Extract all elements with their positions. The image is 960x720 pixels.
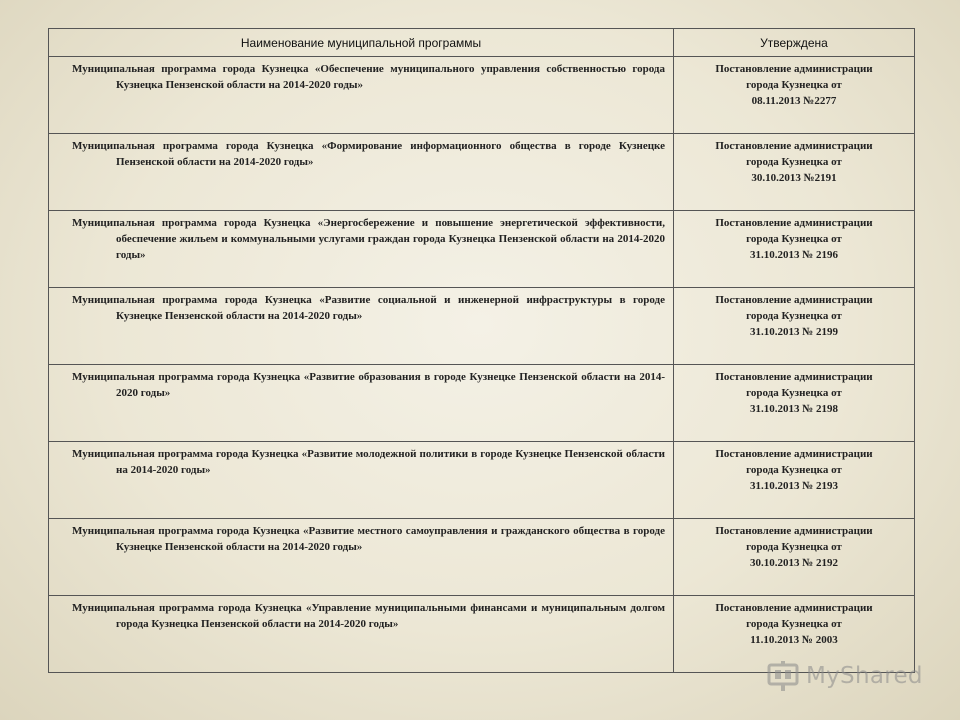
table-row (49, 134, 915, 211)
approved-cell (674, 288, 915, 365)
approval-date-number: 30.10.2013 № 2192 (749, 557, 839, 569)
approval-line: Постановление администрации (715, 448, 873, 460)
header-program-name: Наименование муниципальной программы (49, 29, 674, 57)
approval-date-number: 31.10.2013 № 2193 (749, 480, 839, 492)
table-row (49, 288, 915, 365)
program-name: Муниципальная программа города Кузнецка «Формирование информационного общества в городе Кузнецке Пензенской области на 2014-2020 годы» (72, 140, 665, 168)
approval-line: города Кузнецка от (746, 233, 842, 245)
program-cell (49, 365, 674, 442)
approval-date-number: 31.10.2013 № 2199 (749, 326, 839, 338)
program-name: Муниципальная программа города Кузнецка «Развитие социальной и инженерной инфраструктуры в городе Кузнецке Пензенской области на 2014-2020 годы» (72, 294, 665, 322)
approval-line: Постановление администрации (715, 602, 873, 614)
approved-cell (674, 442, 915, 519)
approval-line: Постановление администрации (715, 371, 873, 383)
approval-date-number: 30.10.2013 №2191 (751, 172, 837, 184)
approval-line: Постановление администрации (715, 525, 873, 537)
approval-text (680, 523, 908, 571)
table-row (49, 365, 915, 442)
approval-line: Постановление администрации (715, 217, 873, 229)
approval-line: Постановление администрации (715, 140, 873, 152)
approval-date-number: 31.10.2013 № 2198 (749, 403, 839, 415)
approval-date-number: 08.11.2013 №2277 (751, 95, 837, 107)
approval-text (680, 600, 908, 648)
programs-table (48, 28, 915, 673)
watermark (766, 656, 923, 696)
approval-text (680, 138, 908, 186)
approval-text (680, 446, 908, 494)
approval-text (680, 215, 908, 263)
presentation-board-icon (766, 659, 800, 693)
program-cell (49, 211, 674, 288)
approval-line: города Кузнецка от (746, 310, 842, 322)
approval-line: города Кузнецка от (746, 387, 842, 399)
approval-line: города Кузнецка от (746, 541, 842, 553)
approval-line: города Кузнецка от (746, 156, 842, 168)
approval-line: города Кузнецка от (746, 464, 842, 476)
table-row (49, 519, 915, 596)
approved-cell (674, 211, 915, 288)
table-row (49, 442, 915, 519)
approval-date-number: 11.10.2013 № 2003 (750, 634, 838, 646)
program-cell (49, 57, 674, 134)
program-name: Муниципальная программа города Кузнецка «Развитие местного самоуправления и гражданского общества в городе Кузнецке Пензенской области на 2014-2020 годы» (72, 525, 665, 553)
program-cell (49, 288, 674, 365)
program-cell (49, 519, 674, 596)
watermark-text: MyShared (806, 663, 923, 689)
header-approved: Утверждена (674, 29, 915, 57)
program-cell (49, 442, 674, 519)
approval-line: города Кузнецка от (746, 618, 842, 630)
approved-cell (674, 519, 915, 596)
table-header-row (49, 29, 915, 57)
program-name: Муниципальная программа города Кузнецка «Развитие молодежной политики в городе Кузнецке Пензенской области на 2014-2020 годы» (72, 448, 665, 476)
approved-cell (674, 57, 915, 134)
approval-line: Постановление администрации (715, 63, 873, 75)
approval-line: Постановление администрации (715, 294, 873, 306)
program-cell (49, 134, 674, 211)
approved-cell (674, 134, 915, 211)
program-name: Муниципальная программа города Кузнецка «Управление муниципальными финансами и муниципальным долгом города Кузнецка Пензенской области на 2014-2020 годы» (72, 602, 665, 630)
table-row (49, 211, 915, 288)
approval-text (680, 292, 908, 340)
table-row (49, 57, 915, 134)
program-name: Муниципальная программа города Кузнецка «Обеспечение муниципального управления собственностью города Кузнецка Пензенской области на 2014-2020 годы» (72, 63, 665, 91)
program-name: Муниципальная программа города Кузнецка «Энергосбережение и повышение энергетической эффективности, обеспечение жильем и коммунальными услугами граждан города Кузнецка Пензенской области на 2014-2020 годы» (72, 217, 665, 261)
program-cell (49, 596, 674, 673)
approval-text (680, 369, 908, 417)
approval-text (680, 61, 908, 109)
approved-cell (674, 365, 915, 442)
approval-date-number: 31.10.2013 № 2196 (749, 249, 839, 261)
program-name: Муниципальная программа города Кузнецка «Развитие образования в городе Кузнецке Пензенской области на 2014-2020 годы» (72, 371, 665, 399)
approval-line: города Кузнецка от (746, 79, 842, 91)
